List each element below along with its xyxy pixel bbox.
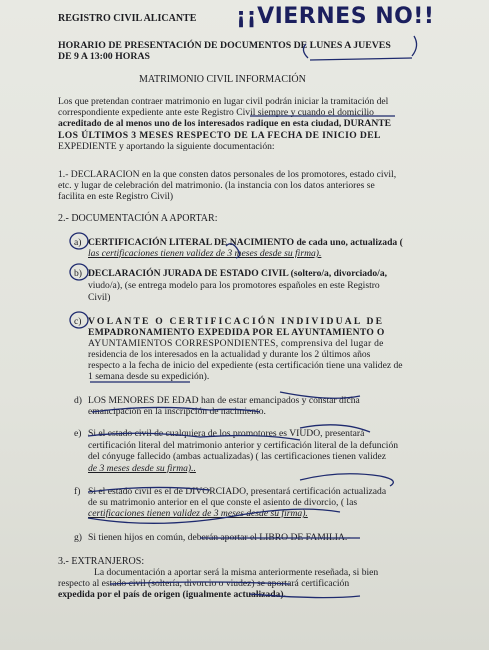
item-g-line: Si tienen hijos en común, deberán aportar el LIBRO DE FAMILIA.- bbox=[88, 532, 351, 543]
item-c-marker: c) bbox=[74, 316, 82, 327]
item-b-marker: b) bbox=[74, 268, 82, 279]
section-2-heading: 2.- DOCUMENTACIÓN A APORTAR: bbox=[58, 213, 218, 224]
section-1-line: facilita en este Registro Civil) bbox=[58, 191, 174, 202]
item-e-line: del cónyuge fallecido (ambas actualizadas) ( las certificaciones tienen validez bbox=[88, 451, 387, 462]
item-d-marker: d) bbox=[74, 395, 82, 406]
schedule-line-1: HORARIO DE PRESENTACIÓN DE DOCUMENTOS DE LUNES A JUEVES bbox=[58, 40, 391, 51]
section-3-line: expedida por el país de origen (igualmente actualizada). bbox=[58, 589, 286, 600]
item-b-line: Civil) bbox=[88, 292, 111, 303]
item-d-line: emancipación en la inscripción de nacimiento. bbox=[88, 406, 266, 417]
item-e-line: de 3 meses desde su firma).. bbox=[88, 463, 196, 474]
item-e-line: certificación literal del matrimonio anterior y certificación literal de la defunción bbox=[88, 440, 399, 451]
registry-name: REGISTRO CIVIL ALICANTE bbox=[58, 13, 197, 24]
intro-line: correspondiente expediente ante este Registro Civil siempre y cuando el domicilio bbox=[58, 107, 374, 118]
item-g-marker: g) bbox=[74, 532, 82, 543]
item-c-line: 1 semana desde su expedición). bbox=[88, 371, 210, 382]
document-title: MATRIMONIO CIVIL INFORMACIÓN bbox=[139, 74, 306, 85]
item-f-line: Si el estado civil es el de DIVORCIADO, presentará certificación actualizada bbox=[88, 486, 387, 497]
item-b-line: viudo/a), (se entrega modelo para los promotores españoles en este Registro bbox=[88, 280, 380, 291]
section-3-line: La documentación a aportar será la misma anteriormente reseñada, si bien bbox=[94, 567, 379, 578]
section-1-line: 1.- DECLARACION en la que consten datos personales de los promotores, estado civil, bbox=[58, 169, 397, 180]
intro-line: LOS ÚLTIMOS 3 MESES RESPECTO DE LA FECHA DE INICIO DEL bbox=[58, 130, 381, 141]
intro-line: Los que pretendan contraer matrimonio en lugar civil podrán iniciar la tramitación del bbox=[58, 96, 389, 107]
item-a-marker: a) bbox=[74, 237, 82, 248]
item-f-marker: f) bbox=[74, 486, 81, 497]
item-c-line: EMPADRONAMIENTO EXPEDIDA POR EL AYUNTAMIENTO O bbox=[88, 327, 385, 338]
item-c-line: respecto a la fecha de inicio del expediente (esta certificación tiene una validez de bbox=[88, 360, 403, 371]
item-f-line: de su matrimonio anterior en el que conste el asiento de divorcio, ( las bbox=[88, 497, 358, 508]
item-e-marker: e) bbox=[74, 428, 82, 439]
intro-line: acreditado de al menos uno de los interesados radique en esta ciudad, DURANTE bbox=[58, 118, 392, 129]
item-c-line: AYUNTAMIENTOS CORRESPONDIENTES, comprensiva del lugar de bbox=[88, 338, 384, 349]
item-c-line: residencia de los interesados en la actualidad y durante los 2 últimos años bbox=[88, 349, 371, 360]
item-a-line: las certificaciones tienen validez de 3 meses desde su firma). bbox=[88, 248, 322, 259]
item-b-line: DECLARACIÓN JURADA DE ESTADO CIVIL (soltero/a, divorciado/a, bbox=[88, 268, 388, 279]
item-d-line: LOS MENORES DE EDAD han de estar emancipados y constar dicha bbox=[88, 395, 360, 406]
item-f-line: certificaciones tienen validez de 3 meses desde su firma). bbox=[88, 508, 308, 519]
schedule-line-2: DE 9 A 13:00 HORAS bbox=[58, 51, 150, 62]
section-3-line: respecto al estado civil (soltería, divorcio o viudez) se aportará certificación bbox=[58, 578, 350, 589]
section-1-line: etc. y lugar de celebración del matrimonio. (la instancia con los datos anteriores se bbox=[58, 180, 375, 191]
item-e-line: Si el estado civil de cualquiera de los promotores es VIUDO, presentará bbox=[88, 428, 365, 439]
handwritten-note: ¡¡VIERNES NO!! bbox=[236, 4, 435, 29]
item-a-line: CERTIFICACIÓN LITERAL DE NACIMIENTO de cada uno, actualizada ( bbox=[88, 237, 403, 248]
section-3-heading: 3.- EXTRANJEROS: bbox=[58, 556, 145, 567]
item-c-line: VOLANTE O CERTIFICACIÓN INDIVIDUAL DE bbox=[88, 316, 385, 327]
intro-line: EXPEDIENTE y aportando la siguiente documentación: bbox=[58, 141, 275, 152]
